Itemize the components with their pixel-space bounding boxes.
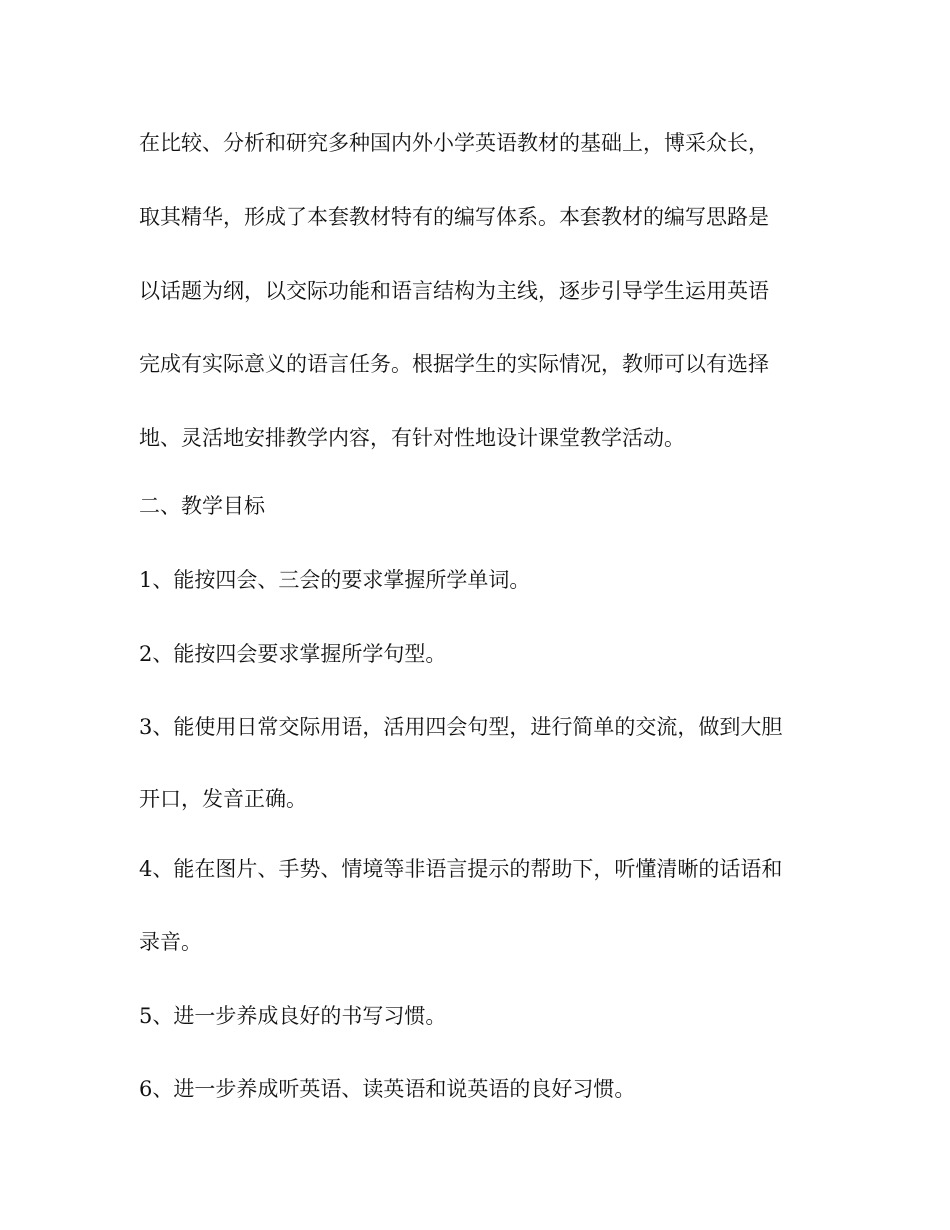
goal-item: 5、进一步养成良好的书写习惯。 bbox=[139, 1004, 447, 1028]
intro-paragraph-line: 以话题为纲，以交际功能和语言结构为主线，逐步引导学生运用英语 bbox=[139, 279, 769, 303]
goal-item: 3、能使用日常交际用语，活用四会句型，进行简单的交流，做到大胆 bbox=[139, 715, 783, 739]
intro-paragraph-line: 完成有实际意义的语言任务。根据学生的实际情况，教师可以有选择 bbox=[139, 352, 769, 376]
goal-item: 4、能在图片、手势、情境等非语言提示的帮助下，听懂清晰的话语和 bbox=[139, 857, 783, 881]
intro-paragraph-line: 在比较、分析和研究多种国内外小学英语教材的基础上，博采众长， bbox=[139, 131, 769, 155]
goal-item: 1、能按四会、三会的要求掌握所学单词。 bbox=[139, 568, 531, 592]
section-heading: 二、教学目标 bbox=[139, 494, 265, 518]
goal-item: 6、进一步养成听英语、读英语和说英语的良好习惯。 bbox=[139, 1077, 636, 1101]
goal-item: 2、能按四会要求掌握所学句型。 bbox=[139, 642, 447, 666]
goal-item-continuation: 录音。 bbox=[139, 930, 202, 954]
intro-paragraph-line: 地、灵活地安排教学内容，有针对性地设计课堂教学活动。 bbox=[139, 426, 685, 450]
intro-paragraph-line: 取其精华，形成了本套教材特有的编写体系。本套教材的编写思路是 bbox=[139, 205, 769, 229]
goal-item-continuation: 开口，发音正确。 bbox=[139, 787, 307, 811]
